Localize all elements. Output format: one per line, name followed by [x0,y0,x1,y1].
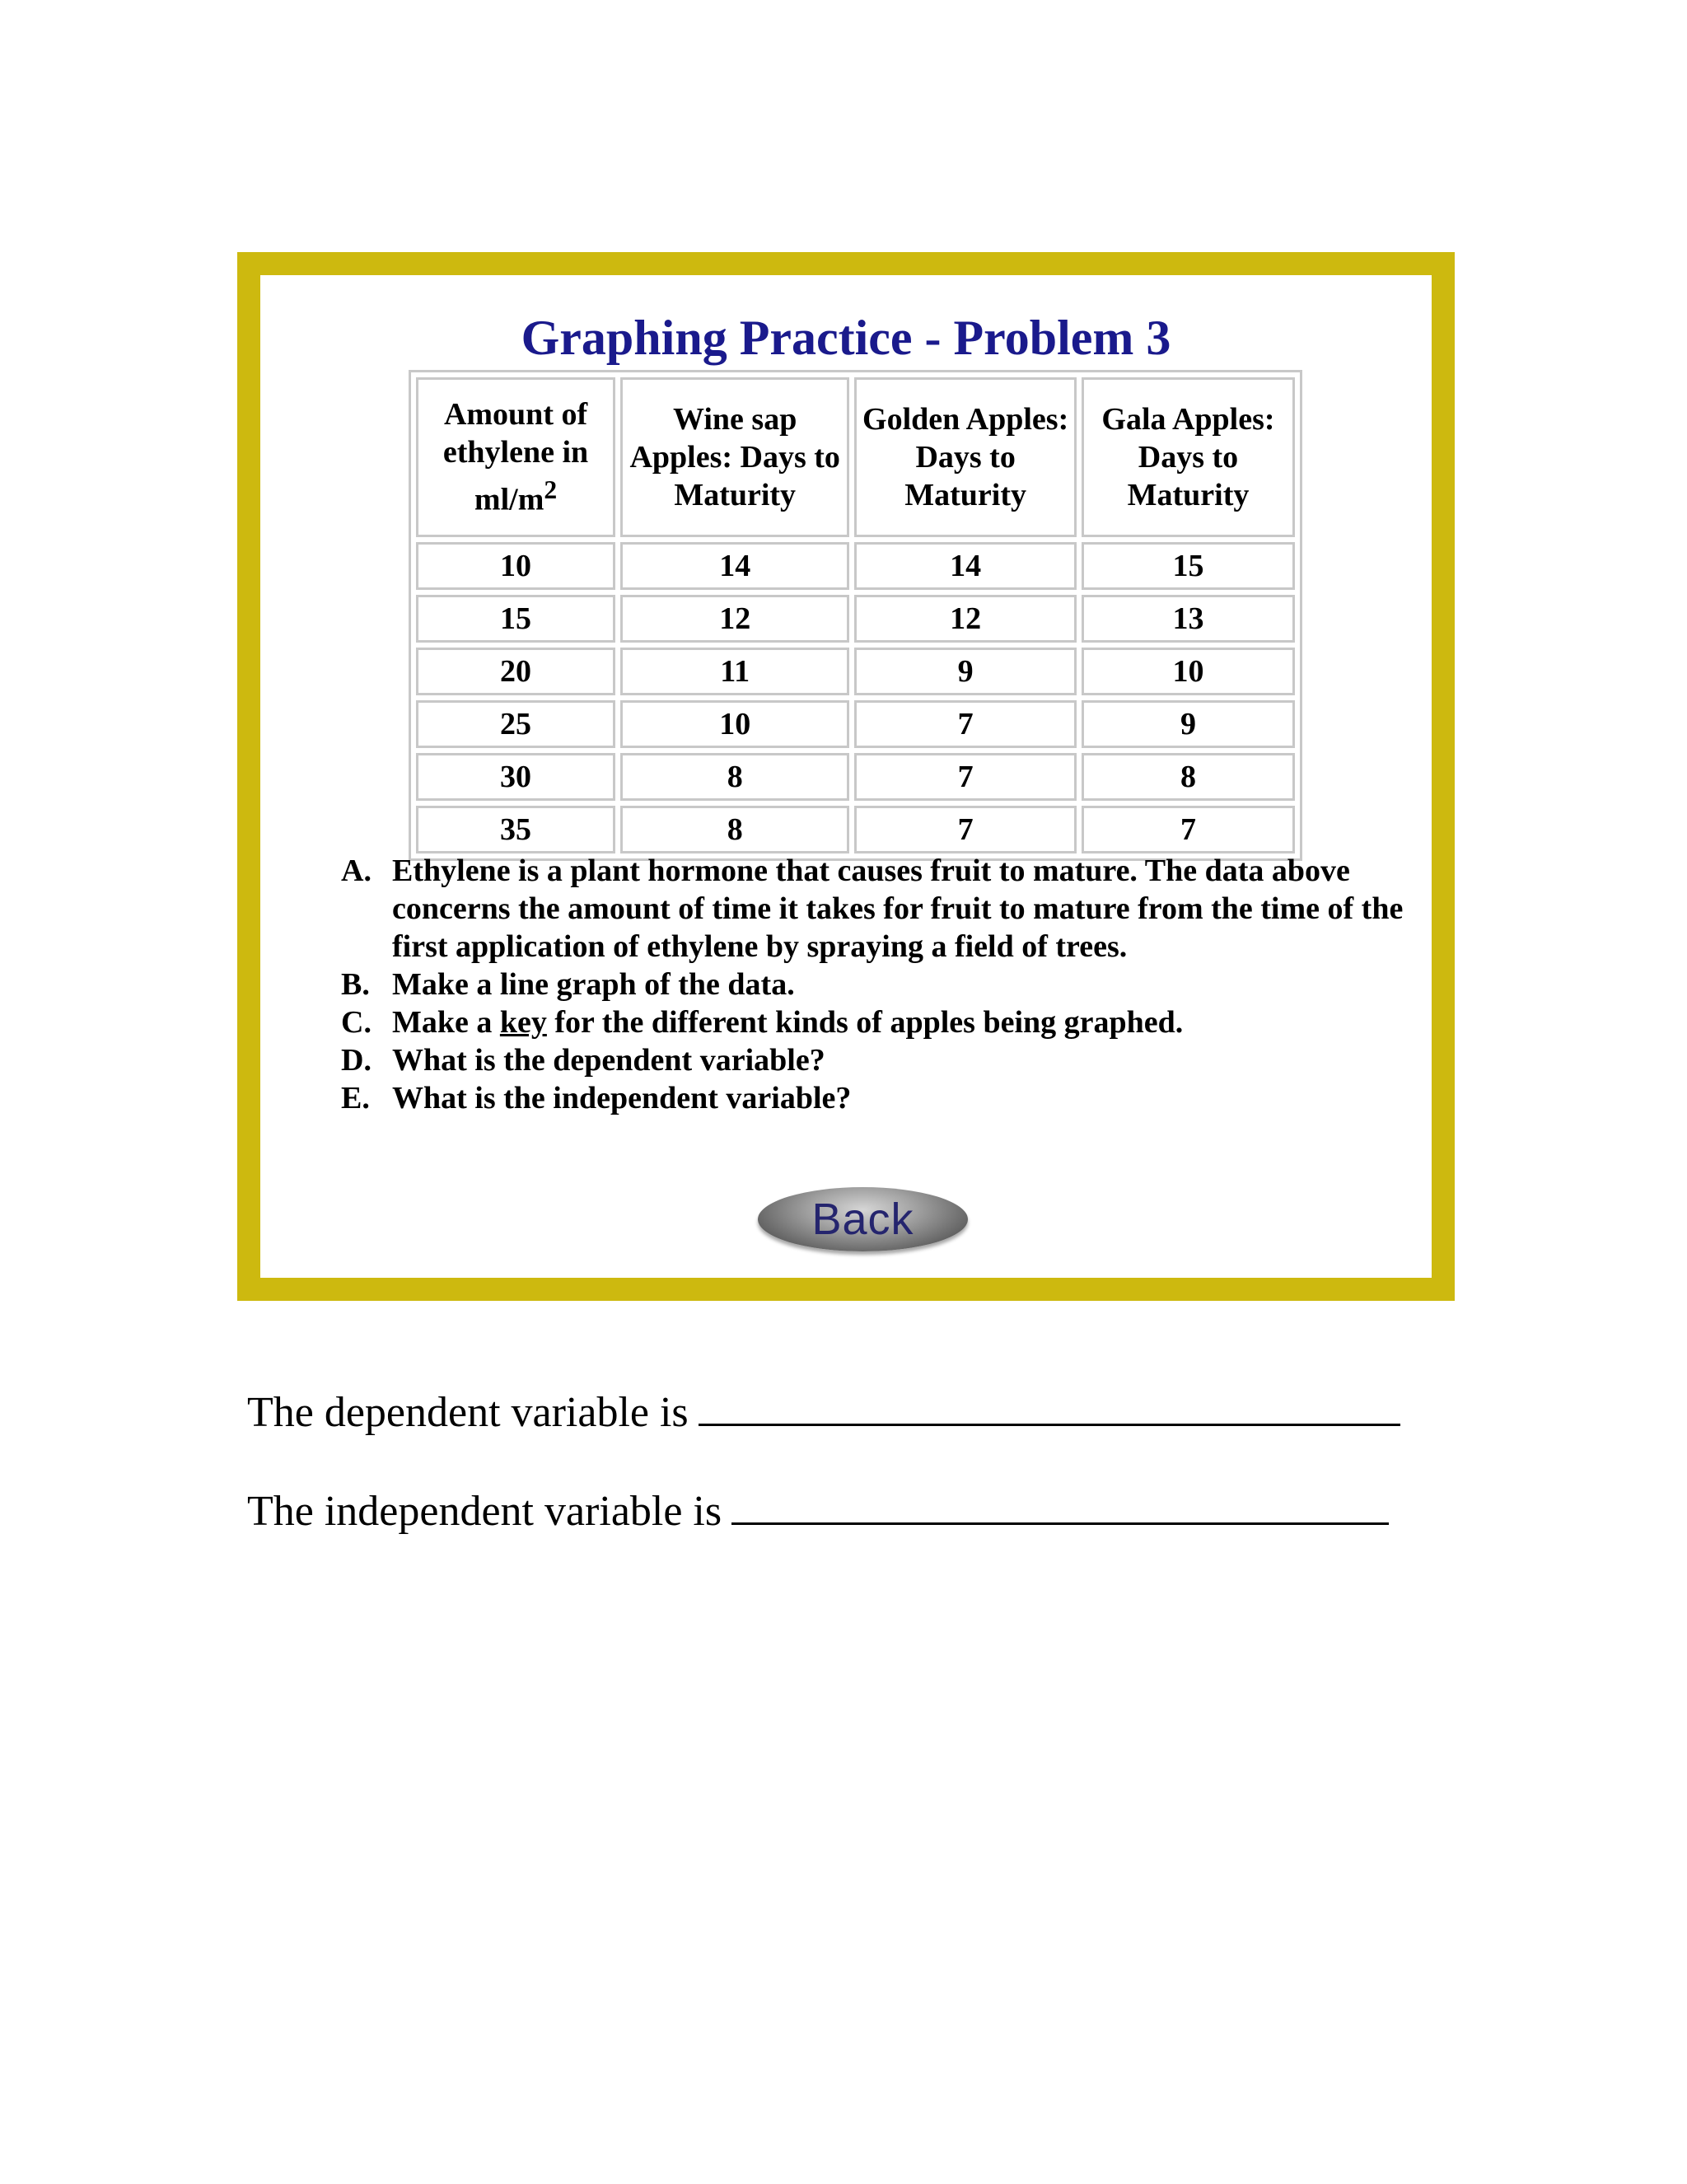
dependent-variable-label: The dependent variable is [247,1389,689,1436]
question-text: Ethylene is a plant hormone that causes fruit to mature. The data above concerns the amount of time it takes for fruit to mature from the time of the first application of ethylene by spraying a field of trees. [392,853,1404,964]
question-c [341,1003,1404,1041]
worksheet-frame [237,252,1455,1301]
table-cell: 15 [416,595,615,643]
table-cell: 8 [620,753,849,801]
table-cell: 25 [416,700,615,748]
dependent-variable-blank[interactable] [699,1384,1400,1426]
table-cell: 14 [854,542,1077,590]
header-ethylene: Amount of ethylene in $ml/m^2$ [416,377,615,537]
key-term: key [499,1005,547,1040]
table-cell: 7 [854,700,1077,748]
page-title: Graphing Practice - Problem 3 [521,311,1171,365]
table-cell: 12 [620,595,849,643]
table-cell: 10 [620,700,849,748]
table-row [416,648,1295,695]
question-text: Make a line graph of the data. [392,967,795,1002]
table-header-row [416,377,1295,537]
independent-variable-line [247,1483,1389,1536]
question-letter: A. [341,853,372,888]
question-letter: B. [341,967,370,1002]
question-text: What is the dependent variable? [392,1043,825,1078]
table-cell: 13 [1082,595,1295,643]
question-letter: D. [341,1043,372,1078]
question-text-post: for the different kinds of apples being graphed. [546,1005,1184,1040]
independent-variable-blank[interactable] [731,1483,1389,1525]
question-b [341,966,1404,1003]
table-cell: 12 [854,595,1077,643]
table-cell: 35 [416,806,615,853]
table-cell: 9 [1082,700,1295,748]
table-cell: 10 [416,542,615,590]
table-cell: 15 [1082,542,1295,590]
question-text-pre: Make a [392,1005,500,1040]
table-row [416,595,1295,643]
table-row [416,700,1295,748]
question-letter: E. [341,1081,370,1115]
header-gala: Gala Apples: Days to Maturity [1082,377,1295,537]
table-cell: 20 [416,648,615,695]
table-cell: 10 [1082,648,1295,695]
dependent-variable-line [247,1384,1400,1437]
table-cell: 9 [854,648,1077,695]
question-d [341,1041,1404,1079]
table-cell: 14 [620,542,849,590]
table-cell: 8 [620,806,849,853]
table-cell: 30 [416,753,615,801]
table-row [416,806,1295,853]
question-letter: C. [341,1005,372,1040]
header-golden: Golden Apples: Days to Maturity [854,377,1077,537]
table-cell: 7 [854,806,1077,853]
table-cell: 7 [854,753,1077,801]
table-row [416,542,1295,590]
question-text: What is the independent variable? [392,1081,852,1115]
independent-variable-label: The independent variable is [247,1488,722,1535]
data-table [409,370,1302,861]
header-wine-sap: Wine sap Apples: Days to Maturity [620,377,849,537]
question-a [341,852,1404,966]
table-row [416,753,1295,801]
back-button[interactable]: Back [758,1187,968,1251]
table-cell: 8 [1082,753,1295,801]
table-cell: 7 [1082,806,1295,853]
question-list [341,852,1404,1117]
question-e [341,1079,1404,1117]
table-cell: 11 [620,648,849,695]
